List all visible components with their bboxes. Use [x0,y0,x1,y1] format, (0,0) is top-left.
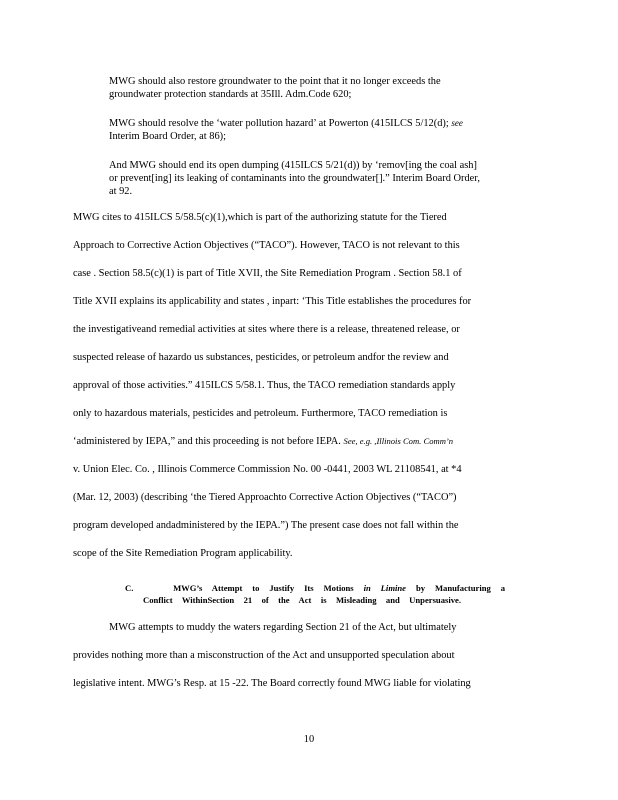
body-line-with-citation [73,436,519,447]
section-heading-line [125,582,505,594]
body-line: provides nothing more than a misconstruction of the Act and unsupported speculation about [73,650,455,661]
body-line-text: ‘administered by IEPA,” and this proceeding is not before IEPA. [73,436,341,447]
bullet-line: MWG should also restore groundwater to the point that it no longer exceeds the [109,76,441,87]
bullet-line: And MWG should end its open dumping (415ILCS 5/21(d)) by ‘remov[ing the coal ash] [109,160,477,171]
body-line: suspected release of hazardo us substances, pesticides, or petroleum andfor the review and [73,352,449,363]
section-heading-text: by Manufacturing a [415,583,506,593]
body-line: legislative intent. MWG’s Resp. at 15 -22. The Board correctly found MWG liable for violating [73,678,471,689]
bullet-line: or prevent[ing] its leaking of contaminants into the groundwater[].” Interim Board Order, [109,173,480,184]
body-line: only to hazardous materials, pesticides and petroleum. Furthermore, TACO remediation is [73,408,448,419]
section-heading-italic: in Limine [363,583,406,593]
section-heading-text: MWG’s Attempt to Justify Its Motions [173,583,354,593]
body-line: scope of the Site Remediation Program applicability. [73,548,293,559]
section-letter: C. [125,583,134,593]
body-line: (Mar. 12, 2003) (describing ‘the Tiered Approachto Corrective Action Objectives (“TACO”) [73,492,457,503]
body-line: the investigativeand remedial activities at sites where there is a release, threatened release, or [73,324,460,335]
body-line: program developed andadministered by the IEPA.”) The present case does not fall within the [73,520,459,531]
citation-signal: See, e.g. ,Illinois Com. Comm’n [343,436,454,446]
bullet-text [109,75,521,101]
section-heading-line: Conflict WithinSection 21 of the Act is Misleading and Unpersuasive. [143,595,461,605]
bullet-italic-signal: see [451,118,463,128]
bullet-text [109,159,521,198]
bullet-item [91,75,521,101]
body-line: Title XVII explains its applicability and states , inpart: ‘This Title establishes the procedures for [73,296,472,307]
bullet-text [109,117,521,143]
bullet-line: at 92. [109,186,133,197]
bullet-item [91,159,521,198]
body-line: MWG attempts to muddy the waters regarding Section 21 of the Act, but ultimately [109,622,457,633]
body-line: approval of those activities.” 415ILCS 5/58.1. Thus, the TACO remediation standards apply [73,380,456,391]
bullet-line: Interim Board Order, at 86); [109,131,227,142]
section-heading [125,582,505,606]
bullet-line: MWG should resolve the ‘water pollution hazard’ at Powerton (415ILCS 5/12(d); [109,118,449,129]
bullet-item [91,117,521,143]
page-number: 10 [303,734,315,745]
bullet-line: groundwater protection standards at 35Ill. Adm.Code 620; [109,89,352,100]
body-line: case . Section 58.5(c)(1) is part of Title XVII, the Site Remediation Program . Section 58.1 of [73,268,462,279]
body-line: MWG cites to 415ILCS 5/58.5(c)(1),which is part of the authorizing statute for the Tiered [73,212,447,223]
body-line: v. Union Elec. Co. , Illinois Commerce Commission No. 00 -0441, 2003 WL 21108541, at *4 [73,464,462,475]
body-line: Approach to Corrective Action Objectives (“TACO”). However, TACO is not relevant to this [73,240,460,251]
